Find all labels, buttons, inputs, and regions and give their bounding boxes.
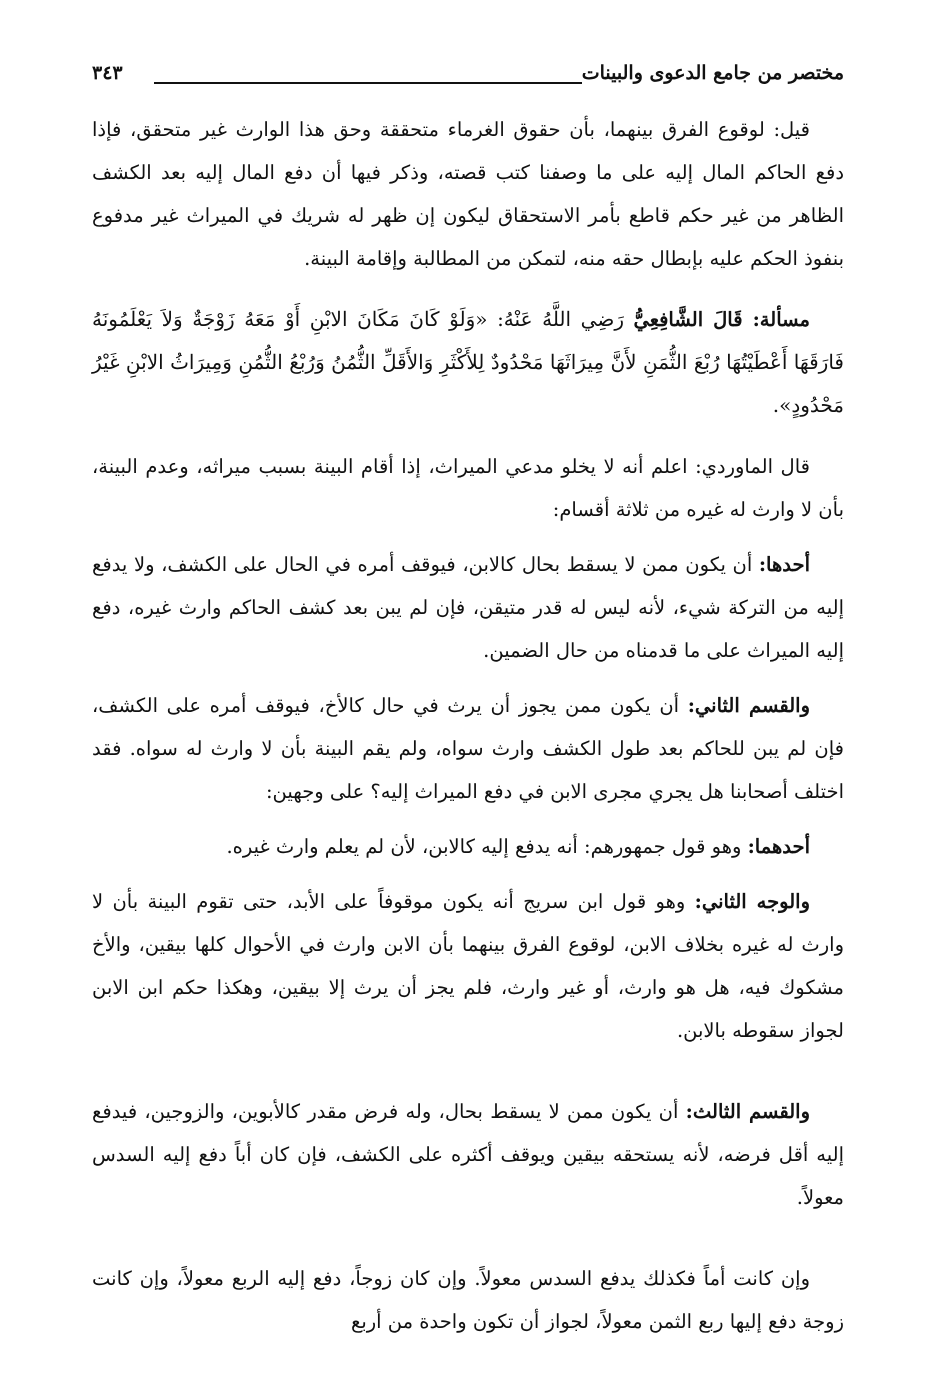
paragraph-lead: والوجه الثاني: xyxy=(694,890,810,913)
paragraph-text: رَضِي اللَّهُ عَنْهُ: «وَلَوْ كَانَ مَكَانَ الابْنِ أَوْ مَعَهُ زَوْجَةٌ وَلاَ يَعْلَمُونَهُ فَارَقَهَا أَعْطَيْتُهَا رُبْعَ الثُّمَنِ لأَنَّ مِيرَاثَهَا مَحْدُودٌ لِلأَكْثَرِ وَالأَقَلِّ الثُّمُنُ وَرُبْعُ الثُّمُنِ وَمِيرَاثُ الابْنِ غَيْرُ مَحْدُودٍ». xyxy=(92,307,844,417)
paragraph-text: أن يكون ممن يجوز أن يرث في حال كالأخ، فيوقف أمره على الكشف، فإن لم يبن للحاكم بعد طول الكشف وارث سواه، ولم يقم البينة بأن لا وارث له سواه. فقد اختلف أصحابنا هل يجري مجرى الابن في دفع الميراث إليه؟ على وجهين: xyxy=(92,694,844,803)
paragraph-lead: والقسم الثالث: xyxy=(685,1100,810,1123)
page-number: ٣٤٣ xyxy=(92,62,123,84)
paragraph-text: قيل: لوقوع الفرق بينهما، بأن حقوق الغرماء متحققة وحق هذا الوارث غير متحقق، فإذا دفع الحاكم المال إليه على ما وصفنا كتب قصته، وذكر فيها أن دفع المال إليه بعد الكشف الظاهر من غير حكم قاطع بأمر الاستحقاق ليكون إن ظهر له شريك في الميراث غير مدفوع بنفوذ الحكم عليه بإبطال حقه منه، لتمكن من المطالبة وإقامة البينة. xyxy=(92,118,844,270)
paragraph-text: وهو قول ابن سريج أنه يكون موقوفاً على الأبد، حتى تقوم البينة بأن لا وارث له غيره بخلاف الابن، لوقوع الفرق بينهما بأن الابن وارث في الأحوال كلها بيقين، والأخ مشكوك فيه، هل هو وارث، أو غير وارث، فلم يجز أن يرث إلا بيقين، وهكذا حكم ابن الابن لجواز سقوطه بالابن. xyxy=(92,890,844,1042)
paragraph-lead: أحدها: xyxy=(758,553,810,576)
paragraph-7 xyxy=(92,880,844,1052)
paragraph-3 xyxy=(92,445,844,531)
paragraph-text: أن يكون ممن لا يسقط بحال كالابن، فيوقف أمره في الحال على الكشف، ولا يدفع إليه من التركة شيء، لأنه ليس له قدر متيقن، فإن لم يبن بعد كشف الحاكم وارث غيره، دفع إليه الميراث على ما قدمناه من حال الضمين. xyxy=(92,553,844,662)
paragraph-lead: أحدهما: xyxy=(747,835,810,858)
header-rule xyxy=(154,82,582,84)
book-page xyxy=(92,58,844,1343)
paragraph-lead: والقسم الثاني: xyxy=(687,694,810,717)
header-title: مختصر من جامع الدعوى والبينات xyxy=(581,62,844,84)
paragraph-lead: مسألة: قَالَ الشَّافِعِيُّ xyxy=(633,308,810,331)
paragraph-8 xyxy=(92,1090,844,1219)
paragraph-text: وإن كانت أماً فكذلك يدفع السدس معولاً. وإن كان زوجاً، دفع إليه الربع معولاً، وإن كانت زوجة دفع إليها ربع الثمن معولاً، لجواز أن تكون واحدة من أربع xyxy=(92,1267,844,1333)
paragraph-text: قال الماوردي: اعلم أنه لا يخلو مدعي الميراث، إذا أقام البينة بسبب ميراثه، وعدم البينة، بأن لا وارث له غيره من ثلاثة أقسام: xyxy=(92,455,844,521)
paragraph-1 xyxy=(92,108,844,280)
paragraph-9 xyxy=(92,1257,844,1343)
paragraph-text: وهو قول جمهورهم: أنه يدفع إليه كالابن، لأن لم يعلم وارث غيره. xyxy=(226,835,742,858)
running-header xyxy=(92,58,844,92)
paragraph-4 xyxy=(92,543,844,672)
paragraph-text: أن يكون ممن لا يسقط بحال، وله فرض مقدر كالأبوين، والزوجين، فيدفع إليه أقل فرضه، لأنه يستحقه بيقين ويوقف أكثره على الكشف، فإن كان أباً دفع إليه السدس معولاً. xyxy=(92,1100,844,1209)
page-body xyxy=(92,108,844,1343)
paragraph-5 xyxy=(92,684,844,813)
paragraph-2-masala xyxy=(92,298,844,427)
paragraph-6 xyxy=(92,825,844,868)
